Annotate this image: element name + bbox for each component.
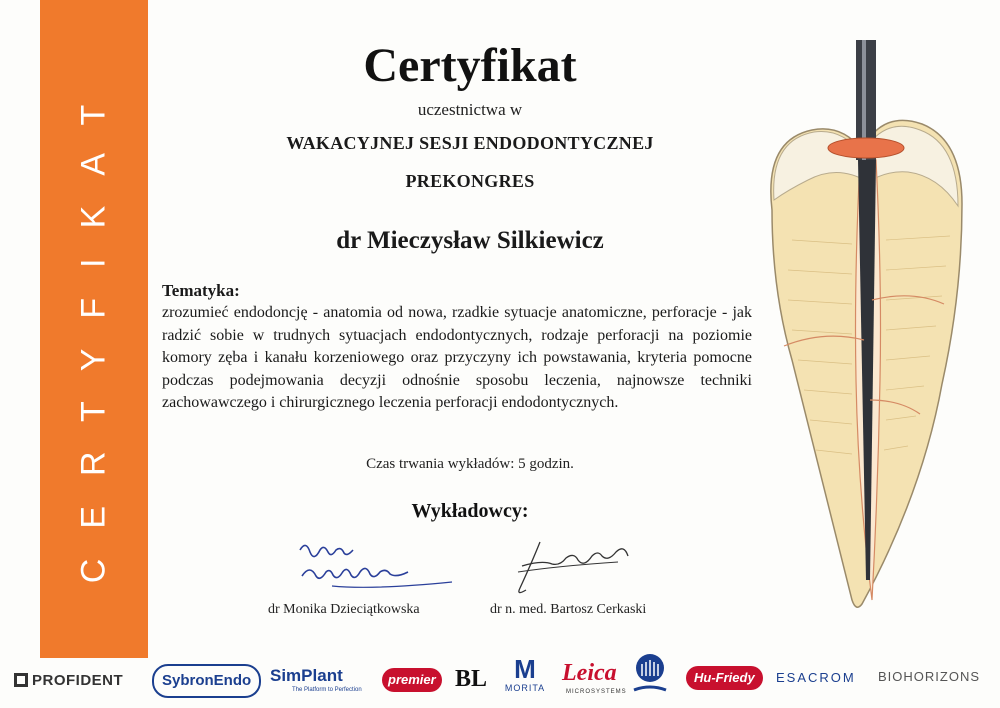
sponsor-logo-sybronendo: SybronEndo [152, 664, 261, 698]
simplant-tagline: The Platform to Perfection [292, 687, 362, 693]
sponsor-logo-bl: BL [455, 666, 488, 692]
orange-sidebar [40, 0, 148, 658]
event-name-line1: WAKACYJNEJ SESJI ENDODONTYCZNEJ [286, 133, 654, 153]
sponsor-logo-premier: premier [382, 668, 442, 692]
sponsor-logo-profident: PROFIDENT [14, 672, 123, 689]
recipient-name: dr Mieczysław Silkiewicz [336, 227, 604, 254]
certificate-title: Certyfikat [363, 39, 577, 92]
lecturer-name-1: dr Monika Dzieciątkowska [268, 602, 420, 617]
signature-monika [292, 536, 462, 596]
profident-mark-icon [14, 673, 28, 687]
lecture-duration: Czas trwania wykładów: 5 godzin. [366, 456, 574, 472]
sponsor-logo-leica: Leica [562, 660, 617, 686]
certificate-subtitle: uczestnictwa w [417, 100, 523, 119]
leica-subtitle: MICROSYSTEMS [566, 689, 627, 695]
sponsor-logo-morita: M MORITA [500, 655, 550, 693]
sponsor-logo-esacrom: ESACROM [776, 670, 856, 685]
topic-label: Tematyka: [162, 281, 240, 300]
topic-text: zrozumieć endodoncję - anatomia od nowa, rzadkie sytuacje anatomiczne, perforacje - jak radzić sobie w trudnych sytuacjach endodontycznych, rodzaje perforacji na poziomie komory zęba i kanału korzeniowego oraz przyczyny ich powstawania, kryteria pomocne podczas podejmowania decyzji odnośnie sposobu leczenia, najnowsze techniki zachowawczego i chirurgicznego leczenia perforacji endodontycznych. [162, 304, 752, 411]
event-name-line2: PREKONGRES [405, 171, 535, 191]
morita-m-icon: M [514, 654, 536, 684]
signature-bartosz [500, 538, 650, 598]
sponsor-logo-hufriedy: Hu-Friedy [686, 666, 763, 690]
sponsor-logo-obtura-spartan [630, 652, 670, 698]
sponsor-logo-simplant: SimPlant [270, 666, 343, 685]
lecturer-name-2: dr n. med. Bartosz Cerkaski [490, 602, 647, 617]
sponsor-logo-biohorizons: BIOHORIZONS [878, 669, 981, 684]
tooth-endodontic-illustration [752, 40, 992, 620]
lecturers-heading: Wykładowcy: [411, 500, 529, 522]
sidebar-vertical-text: CERTYFIKAT [74, 74, 113, 584]
